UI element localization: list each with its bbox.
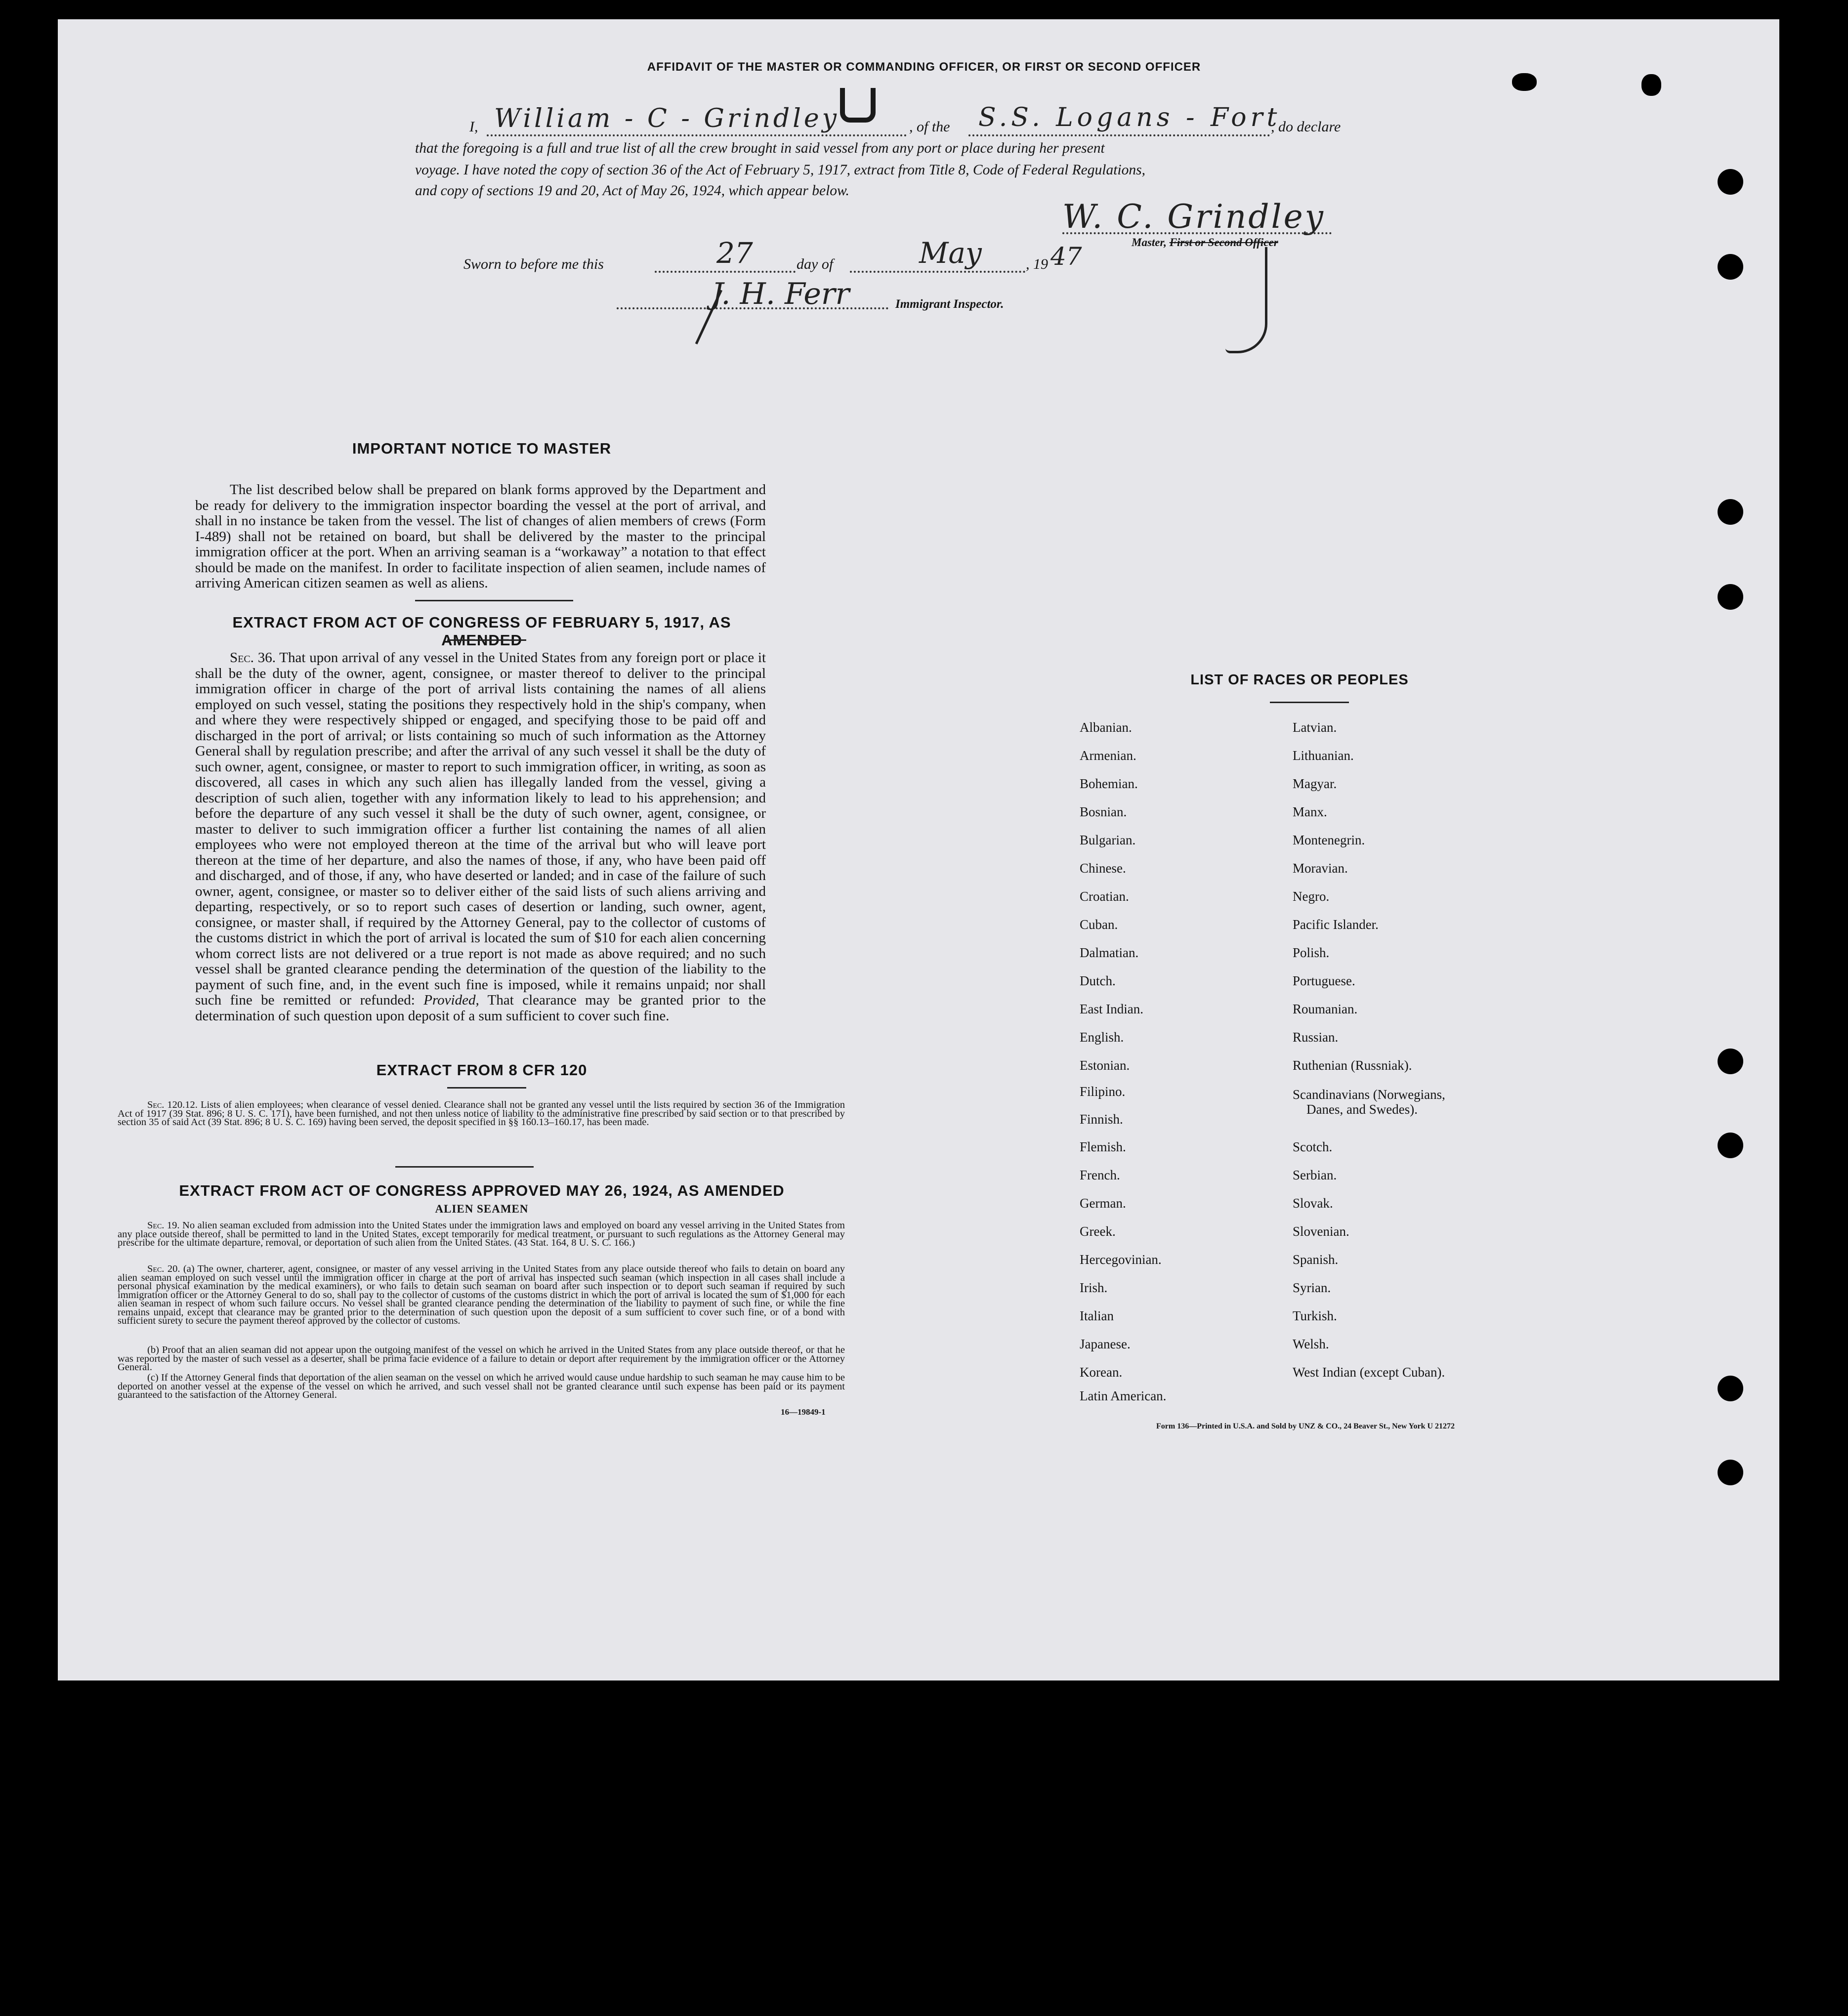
race-item: Dalmatian.: [1080, 945, 1139, 960]
race-item: Filipino.: [1080, 1084, 1126, 1099]
race-item: Slovenian.: [1293, 1224, 1349, 1239]
race-item: Hercegovinian.: [1080, 1252, 1162, 1267]
extract-1924-title: EXTRACT FROM ACT OF CONGRESS APPROVED MAY 26, 1924, AS AMENDED: [179, 1182, 785, 1199]
race-item: Korean.: [1080, 1365, 1123, 1380]
race-item: Armenian.: [1080, 748, 1136, 763]
extract-1917-text: [195, 650, 766, 1024]
year-suffix-handwritten: 47: [1050, 242, 1082, 271]
race-item: Serbian.: [1293, 1168, 1337, 1182]
sec-20b: (b) Proof that an alien seaman did not appear upon the outgoing manifest of the vessel on which he arrived in the United States from any place outside thereof, or that he was reported by the master of such vessel as a deserter, shall be prima facie evidence of a failure to detain or deport after requirement by the immigration officer or the Attorney General.: [118, 1344, 845, 1373]
officer-label-struck: First or Second Officer: [1169, 236, 1278, 249]
race-item: Irish.: [1080, 1280, 1108, 1295]
punch-hole: [1718, 499, 1743, 525]
extract-cfr-title: EXTRACT FROM 8 CFR 120: [376, 1061, 588, 1079]
declaration-line-1: that the foregoing is a full and true list of all the crew brought in said vessel from any port or place during her present: [415, 140, 1105, 156]
race-item: Japanese.: [1080, 1337, 1131, 1351]
sec-20a-text: (a) The owner, charterer, agent, consignee, or master of any vessel arriving in the United States from any place outside thereof who fails to detain on board any alien seaman employed on such vessel until the immigration officer in charge at the port of arrival has inspected such seaman (which inspection in all cases shall include a personal physical examination by the medical examiners), or who fails to detain such seaman on board after such inspection or to deport such seaman if required by such immigration officer or the Attorney General to do so, shall pay to the collector of customs of the customs district in which the port of arrival is located the sum of $1,000 for each alien seaman in respect of whom such failure occurs. No vessel shall be granted clearance pending the determination of the liability to payment of such fine, or while the fine remains unpaid, except that clearance may be granted prior to the determination of such question upon the deposit of a sum sufficient to cover such fine, or of a bond with sufficient surety to secure the payment thereof approved by the collector of customs.: [118, 1263, 845, 1326]
affidavit-i-label: I,: [469, 119, 478, 135]
sec-120-text: Lists of alien employees; when clearance of vessel denied. Clearance shall not be granted any vessel until the lists required by section 36 of the Immigration Act of 1917 (39 Stat. 896; 8 U. S. C. 171), have been furnished, and not then unless notice of liability to the administrative fine prescribed by said section or to that prescribed by section 35 of said Act (39 Stat. 896; 8 U. S. C. 169) having been served, the deposit specified in §§ 160.13–160.17, has been made.: [118, 1099, 845, 1128]
sworn-month-line: [850, 271, 1025, 273]
race-item: Roumanian.: [1293, 1002, 1358, 1016]
race-item: Russian.: [1293, 1030, 1339, 1045]
race-item: Estonian.: [1080, 1058, 1130, 1073]
notice-text: The list described below shall be prepared on blank forms approved by the Department and be ready for delivery to the immigration inspector boarding the vessel at the port of arrival, and shall in no instance be taken from the vessel. The list of changes of alien members of crews (Form I-489) shall not be retained on board, but shall be delivered by the master to the principal immigration officer at the port. When an arriving seaman is a “workaway” a notation to that effect should be made on the manifest. In order to facilitate inspection of alien seamen, include names of arriving American citizen seamen as well as aliens.: [195, 482, 766, 591]
sec-20c: (c) If the Attorney General finds that deportation of the alien seaman on the vessel on which he arrived would cause undue hardship to such seaman he may cause him to be deported on another vessel at the expense of the vessel on which he arrived, and such vessel shall not be granted clearance until such expense has been paid or its payment guaranteed to the satisfaction of the Attorney General.: [118, 1372, 845, 1400]
sec-36-text: That upon arrival of any vessel in the United States from any foreign port or place it shall be the duty of the owner, agent, consignee, or master thereof to deliver to the principal immigration officer in charge of the port of arrival lists containing the names of all aliens employed on such vessel, stating the positions they respectively hold in the ship's company, when and where they were respectively shipped or engaged, and specifying those to be paid off and discharged in the port of arrival; or lists containing so much of such information as the Attorney General shall by regulation prescribe; and after the arrival of any such vessel it shall be the duty of such owner, agent, consignee, or master to report to such immigration officer, in writing, as soon as discovered, all cases in which any such alien has illegally landed from the vessel, giving a description of such alien, together with any information likely to lead to his apprehension; and before the departure of any such vessel it shall be the duty of such owner, agent, consignee, or master to deliver to such immigration officer a further list containing the names of all alien employees who were not employed thereon at the time of the arrival but who will leave port thereon at the time of her departure, and also the names of those, if any, who have been paid off and discharged, and of those, if any, who have deserted or landed; and in case of the failure of such owner, agent, consignee, or master so to deliver either of the said lists of such aliens arriving and departing, respectively, or so to report such cases of desertion or landing, such owner, agent, consignee, or master shall, if required by the Attorney General, pay to the collector of customs of the customs district in which the port of arrival is located the sum of $10 for each alien concerning whom correct lists are not delivered or a true report is not made as above required; and no such vessel shall be granted clearance pending the determination of the question of the liability to the payment of such fine, and, in the event such fine is imposed, while it remains unpaid; nor shall such fine be remitted or refunded:: [195, 650, 766, 1008]
sworn-month-handwritten: May: [919, 236, 982, 270]
punch-hole: [1718, 254, 1743, 280]
races-title: LIST OF RACES OR PEOPLES: [1190, 672, 1409, 688]
divider: [447, 639, 526, 641]
punch-hole: [1718, 1376, 1743, 1401]
race-item: East Indian.: [1080, 1002, 1143, 1016]
race-item: Dutch.: [1080, 973, 1116, 988]
race-item: Magyar.: [1293, 776, 1337, 791]
race-item: Bulgarian.: [1080, 833, 1136, 847]
vessel-name-line: [968, 134, 1270, 136]
race-item: Turkish.: [1293, 1308, 1337, 1323]
race-item: Latvian.: [1293, 720, 1337, 735]
vessel-name-handwritten: S.S. Logans - Fort: [978, 103, 1281, 132]
race-item: Polish.: [1293, 945, 1330, 960]
extract-1917-title: EXTRACT FROM ACT OF CONGRESS OF FEBRUARY 5, 1917, AS AMENDED: [232, 614, 731, 649]
year-prefix-label: , 19: [1026, 256, 1048, 272]
race-item: Bosnian.: [1080, 804, 1127, 819]
race-item: Danes, and Swedes).: [1306, 1102, 1418, 1117]
punch-hole: [1718, 584, 1743, 610]
sec-36-label: Sec. 36.: [230, 650, 276, 666]
race-item: French.: [1080, 1168, 1120, 1182]
race-item: Cuban.: [1080, 917, 1118, 932]
form-printer-note: Form 136—Printed in U.S.A. and Sold by UNZ & CO., 24 Beaver St., New York U 21272: [1156, 1422, 1455, 1430]
race-item: Manx.: [1293, 804, 1327, 819]
sec-19-label: Sec. 19.: [147, 1220, 180, 1231]
declaration-line-2: voyage. I have noted the copy of section 36 of the Act of February 5, 1917, extract from Title 8, Code of Federal Regulations,: [415, 162, 1145, 178]
sec-20a: [118, 1265, 845, 1326]
declaration-line-3: and copy of sections 19 and 20, Act of May 26, 1924, which appear below.: [415, 183, 849, 199]
sworn-day-line: [655, 271, 796, 273]
master-signature: W. C. Grindley: [1062, 198, 1325, 236]
race-item: Moravian.: [1293, 861, 1348, 876]
divider: [415, 600, 573, 601]
race-item: Negro.: [1293, 889, 1330, 904]
race-item: Scotch.: [1293, 1139, 1333, 1154]
race-item: Albanian.: [1080, 720, 1132, 735]
day-of-label: day of: [797, 256, 834, 272]
sec-120-label: Sec. 120.12.: [147, 1099, 198, 1110]
master-name-line: [487, 134, 907, 136]
sworn-label: Sworn to before me this: [463, 256, 604, 272]
sec-20-label: Sec. 20.: [147, 1263, 180, 1274]
race-item: Portuguese.: [1293, 973, 1355, 988]
signature-flourish: [1225, 247, 1267, 353]
inspector-signature: J. H. Ferr: [712, 277, 850, 311]
race-item: Welsh.: [1293, 1337, 1329, 1351]
race-item: English.: [1080, 1030, 1124, 1045]
provided-label: Provided,: [423, 992, 479, 1008]
notice-title: IMPORTANT NOTICE TO MASTER: [352, 440, 612, 457]
divider: [447, 1087, 526, 1089]
race-item: West Indian (except Cuban).: [1293, 1365, 1445, 1380]
punch-hole: [1718, 1049, 1743, 1074]
do-declare-label: , do declare: [1271, 119, 1341, 135]
race-item: Montenegrin.: [1293, 833, 1365, 847]
form-code: 16—19849-1: [781, 1407, 826, 1417]
of-the-label: , of the: [909, 119, 950, 135]
race-item: Scandinavians (Norwegians,: [1293, 1087, 1445, 1102]
punch-hole: [1718, 1460, 1743, 1485]
sworn-day-handwritten: 27: [716, 236, 753, 270]
race-item: Spanish.: [1293, 1252, 1339, 1267]
race-item: Finnish.: [1080, 1112, 1123, 1127]
race-item: Greek.: [1080, 1224, 1116, 1239]
sec-19-text: No alien seaman excluded from admission into the United States under the immigration laws and employed on board any vessel arriving in the United States from any place outside thereof, shall be permitted to land in the United States, except temporarily for medical treatment, or pursuant to such regulations as the Attorney General may prescribe for the ultimate departure, removal, or deportation of such alien from the United States. (43 Stat. 164, 8 U. S. C. 166.): [118, 1220, 845, 1248]
sec-19: [118, 1221, 845, 1248]
divider: [395, 1166, 534, 1168]
race-item: German.: [1080, 1196, 1126, 1211]
race-item: Ruthenian (Russniak).: [1293, 1058, 1412, 1073]
race-item: Pacific Islander.: [1293, 917, 1379, 932]
extract-1924-subtitle: ALIEN SEAMEN: [435, 1203, 529, 1215]
race-item: Bohemian.: [1080, 776, 1138, 791]
race-item: Flemish.: [1080, 1139, 1126, 1154]
ink-blot: [1512, 73, 1537, 91]
ink-blot: [1641, 74, 1661, 96]
affidavit-title: AFFIDAVIT OF THE MASTER OR COMMANDING OFFICER, OR FIRST OR SECOND OFFICER: [647, 60, 1201, 74]
inspector-label: Immigrant Inspector.: [895, 297, 1004, 311]
race-item: Slovak.: [1293, 1196, 1333, 1211]
race-item: Lithuanian.: [1293, 748, 1354, 763]
race-item: Syrian.: [1293, 1280, 1331, 1295]
ink-stamp-mark: [840, 88, 876, 123]
master-label-text: Master,: [1132, 236, 1167, 249]
extract-cfr-text: [118, 1101, 845, 1127]
master-name-handwritten: William - C - Grindley: [494, 104, 840, 133]
master-signature-line: [1062, 232, 1332, 234]
race-item: Latin American.: [1080, 1388, 1167, 1403]
sec-36-text-cont: That clearance may be granted prior to the determination of such question upon deposit of a sum sufficient to cover such fine.: [195, 992, 766, 1024]
divider: [1270, 702, 1349, 703]
race-item: Italian: [1080, 1308, 1114, 1323]
race-item: Chinese.: [1080, 861, 1126, 876]
punch-hole: [1718, 169, 1743, 195]
punch-hole: [1718, 1133, 1743, 1158]
race-item: Croatian.: [1080, 889, 1129, 904]
